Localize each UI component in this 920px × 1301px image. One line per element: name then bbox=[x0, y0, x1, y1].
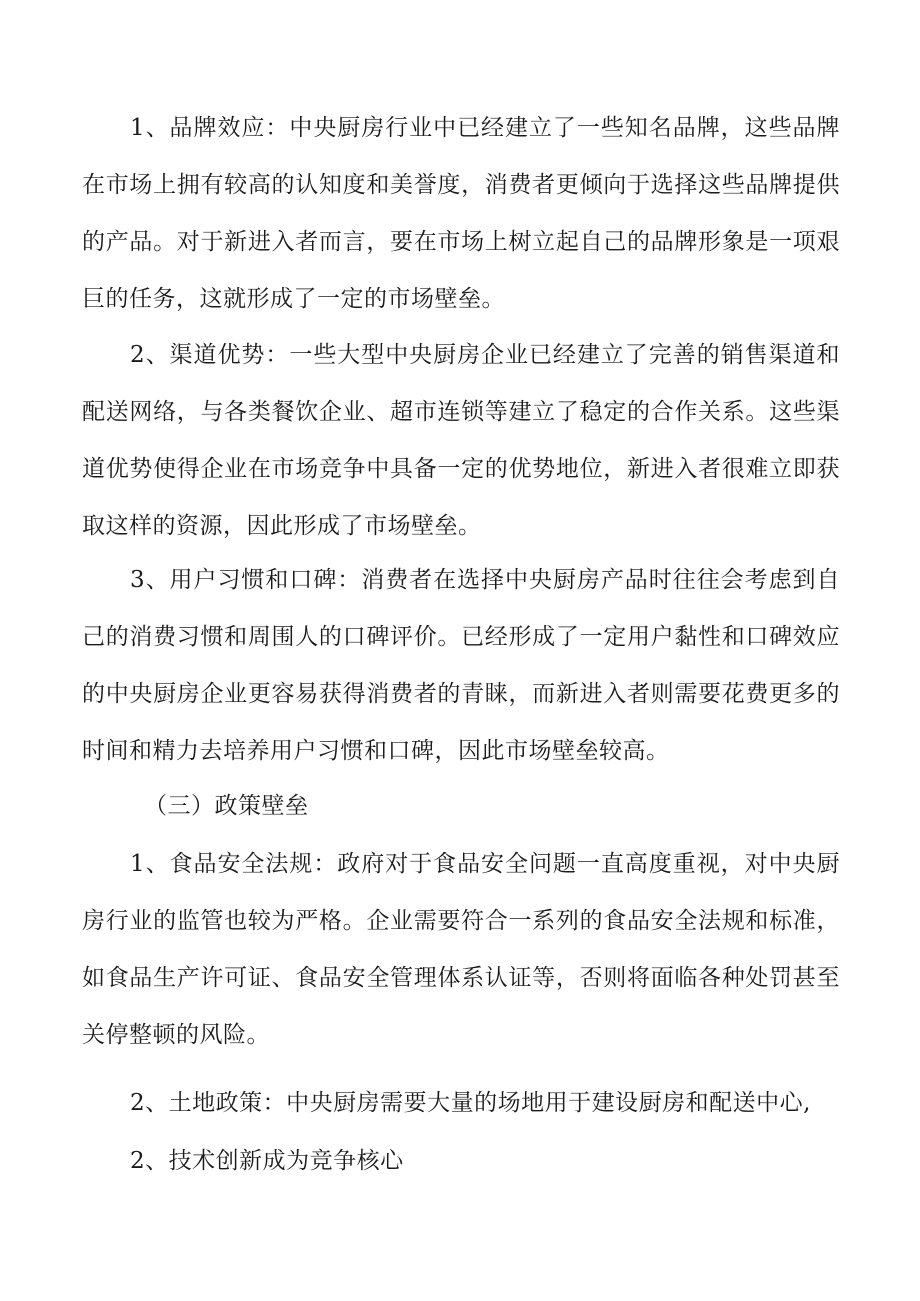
paragraph-tech-innovation: 2、技术创新成为竞争核心 bbox=[130, 1148, 404, 1174]
paragraph-user-habits: 3、用户习惯和口碑：消费者在选择中央厨房产品时往往会考虑到自己的消费习惯和周围人的口碑评价。已经形成了一定用户黏性和口碑效应的中央厨房企业更容易获得消费者的青睐，而新进入者则需要花费更多的时间和精力去培养用户习惯和口碑，因此市场壁垒较高。 bbox=[82, 567, 840, 764]
section-heading-policy-barriers: （三）政策壁垒 bbox=[144, 793, 309, 819]
paragraph-brand-effect: 1、品牌效应：中央厨房行业中已经建立了一些知名品牌，这些品牌在市场上拥有较高的认知度和美誉度，消费者更倾向于选择这些品牌提供的产品。对于新进入者而言，要在市场上树立起自己的品牌形象是一项艰巨的任务，这就形成了一定的市场壁垒。 bbox=[82, 115, 840, 312]
paragraph-land-policy: 2、土地政策：中央厨房需要大量的场地用于建设厨房和配送中心, bbox=[130, 1090, 811, 1116]
paragraph-channel-advantage: 2、渠道优势：一些大型中央厨房企业已经建立了完善的销售渠道和配送网络，与各类餐饮企业、超市连锁等建立了稳定的合作关系。这些渠道优势使得企业在市场竞争中具备一定的优势地位，新进入者很难立即获取这样的资源，因此形成了市场壁垒。 bbox=[82, 342, 840, 539]
paragraph-food-safety: 1、食品安全法规：政府对于食品安全问题一直高度重视，对中央厨房行业的监管也较为严格。企业需要符合一系列的食品安全法规和标准，如食品生产许可证、食品安全管理体系认证等，否则将面临各种处罚甚至关停整顿的风险。 bbox=[82, 851, 840, 1048]
